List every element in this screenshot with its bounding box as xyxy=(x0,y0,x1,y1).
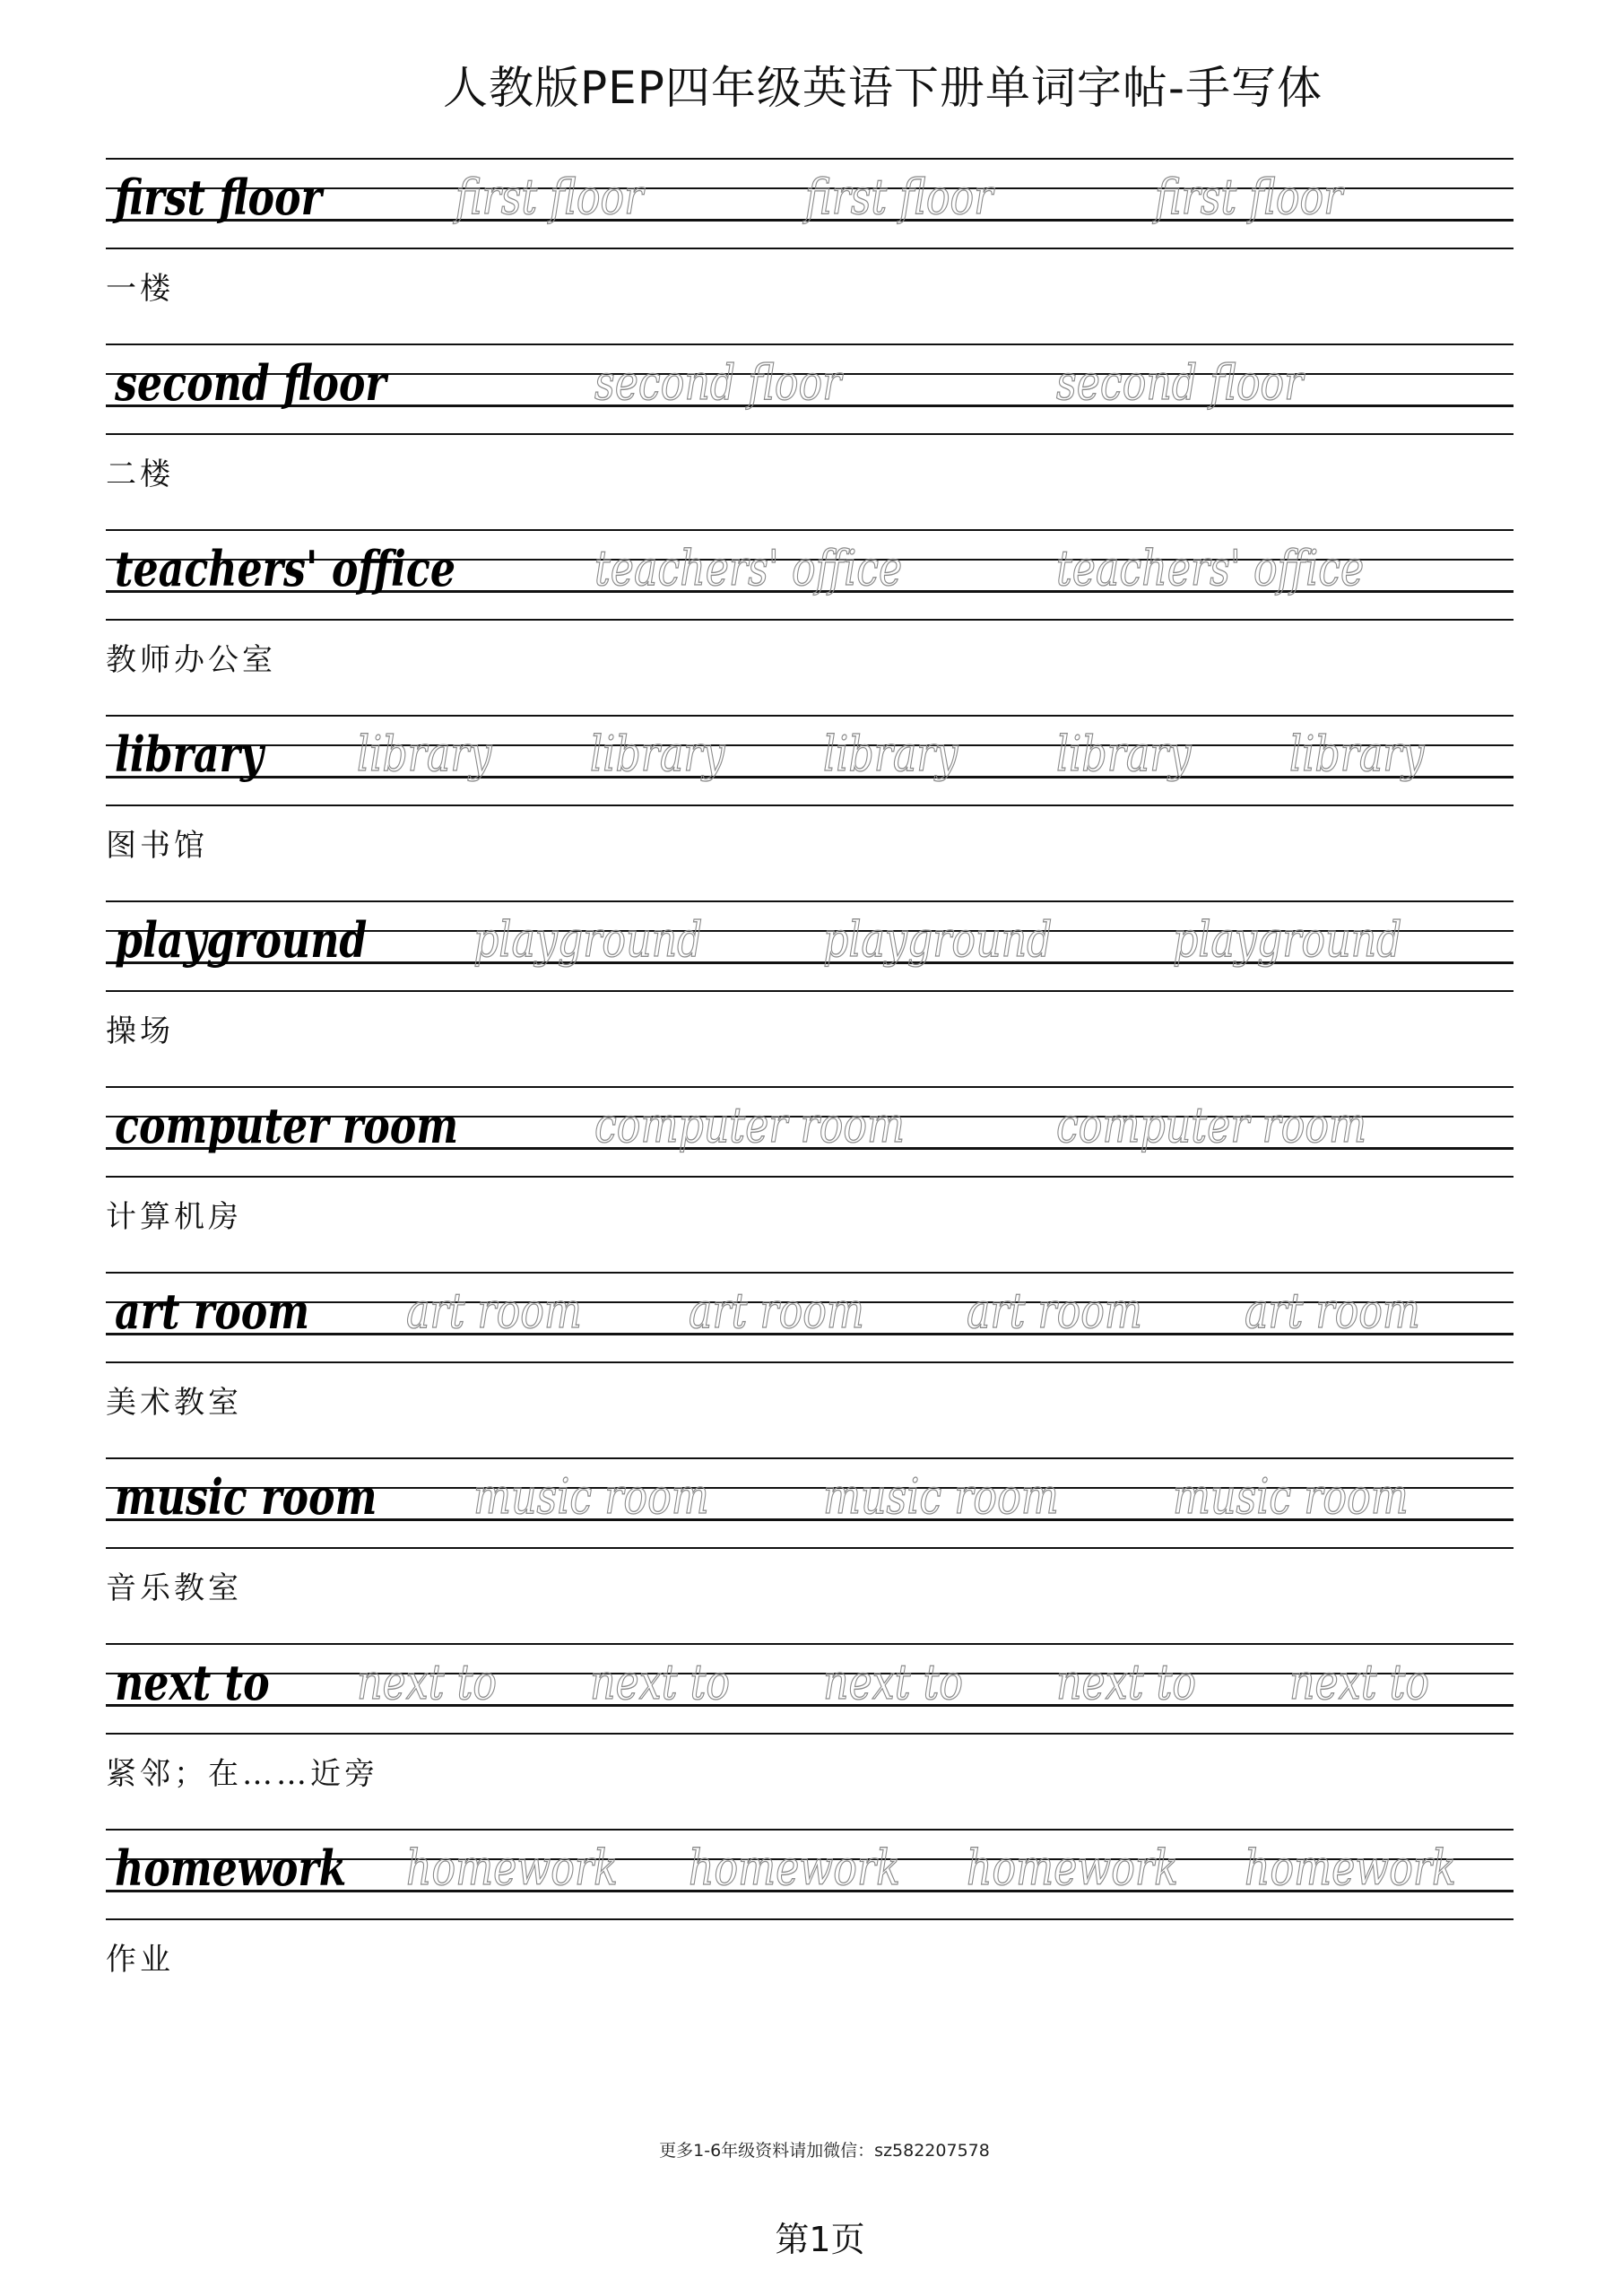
trace-word: first floor xyxy=(805,169,993,225)
practice-row xyxy=(106,158,1514,337)
practice-row xyxy=(106,900,1514,1080)
chinese-meaning: 美术教室 xyxy=(106,1385,242,1421)
trace-word: homework xyxy=(406,1839,618,1896)
word-strip xyxy=(106,1457,1514,1549)
model-word: computer room xyxy=(115,1097,459,1154)
word-strip xyxy=(106,344,1514,435)
trace-word: first floor xyxy=(455,169,644,225)
word-strip xyxy=(106,1829,1514,1920)
trace-word: art room xyxy=(967,1283,1142,1339)
chinese-meaning: 一楼 xyxy=(106,271,174,307)
trace-word: music room xyxy=(823,1468,1059,1525)
practice-row xyxy=(106,529,1514,709)
practice-row xyxy=(106,1643,1514,1822)
trace-word: homework xyxy=(1245,1839,1456,1896)
trace-word: next to xyxy=(590,1654,731,1710)
trace-word: homework xyxy=(967,1839,1178,1896)
practice-row xyxy=(106,1272,1514,1451)
trace-word: next to xyxy=(357,1654,498,1710)
trace-word: homework xyxy=(689,1839,900,1896)
practice-row xyxy=(106,715,1514,894)
footer-note: 更多1-6年级资料请加微信：sz582207578 xyxy=(659,2141,990,2161)
word-strip xyxy=(106,529,1514,621)
trace-word: playground xyxy=(823,911,1053,968)
trace-word: playground xyxy=(1173,911,1402,968)
practice-row xyxy=(106,1829,1514,2008)
trace-word: art room xyxy=(406,1283,582,1339)
trace-word: library xyxy=(1289,726,1425,782)
trace-word: next to xyxy=(823,1654,964,1710)
trace-word: next to xyxy=(1289,1654,1430,1710)
practice-row xyxy=(106,1086,1514,1265)
practice-row xyxy=(106,344,1514,523)
word-strip xyxy=(106,1643,1514,1735)
word-strip xyxy=(106,715,1514,806)
chinese-meaning: 作业 xyxy=(106,1942,174,1978)
trace-word: library xyxy=(823,726,958,782)
practice-row xyxy=(106,1457,1514,1637)
trace-word: second floor xyxy=(594,354,842,411)
chinese-meaning: 紧邻；在……近旁 xyxy=(106,1756,378,1792)
trace-word: music room xyxy=(473,1468,709,1525)
trace-word: library xyxy=(1056,726,1192,782)
trace-word: art room xyxy=(1245,1283,1420,1339)
trace-word: music room xyxy=(1173,1468,1409,1525)
trace-word: library xyxy=(590,726,725,782)
trace-word: teachers' office xyxy=(1056,540,1365,596)
trace-word: computer room xyxy=(594,1097,906,1153)
trace-word: playground xyxy=(473,911,703,968)
model-word: music room xyxy=(115,1468,377,1526)
model-word: art room xyxy=(115,1283,310,1340)
chinese-meaning: 图书馆 xyxy=(106,828,208,864)
word-strip xyxy=(106,1272,1514,1363)
word-strip xyxy=(106,900,1514,992)
word-strip xyxy=(106,158,1514,249)
chinese-meaning: 音乐教室 xyxy=(106,1570,242,1606)
trace-word: teachers' office xyxy=(594,540,903,596)
trace-word: second floor xyxy=(1056,354,1304,411)
model-word: library xyxy=(115,726,264,783)
model-word: homework xyxy=(115,1839,347,1897)
trace-word: library xyxy=(357,726,492,782)
chinese-meaning: 操场 xyxy=(106,1013,174,1049)
model-word: first floor xyxy=(115,169,322,226)
page-number: 第1页 xyxy=(775,2220,865,2259)
model-word: second floor xyxy=(115,354,386,412)
trace-word: next to xyxy=(1056,1654,1197,1710)
model-word: next to xyxy=(115,1654,270,1711)
chinese-meaning: 教师办公室 xyxy=(106,642,276,678)
chinese-meaning: 二楼 xyxy=(106,457,174,492)
trace-word: first floor xyxy=(1155,169,1343,225)
model-word: playground xyxy=(115,911,368,969)
trace-word: art room xyxy=(689,1283,864,1339)
model-word: teachers' office xyxy=(115,540,455,597)
trace-word: computer room xyxy=(1056,1097,1367,1153)
chinese-meaning: 计算机房 xyxy=(106,1199,242,1235)
word-strip xyxy=(106,1086,1514,1178)
page-title: 人教版PEP四年级英语下册单词字帖-手写体 xyxy=(443,62,1323,114)
